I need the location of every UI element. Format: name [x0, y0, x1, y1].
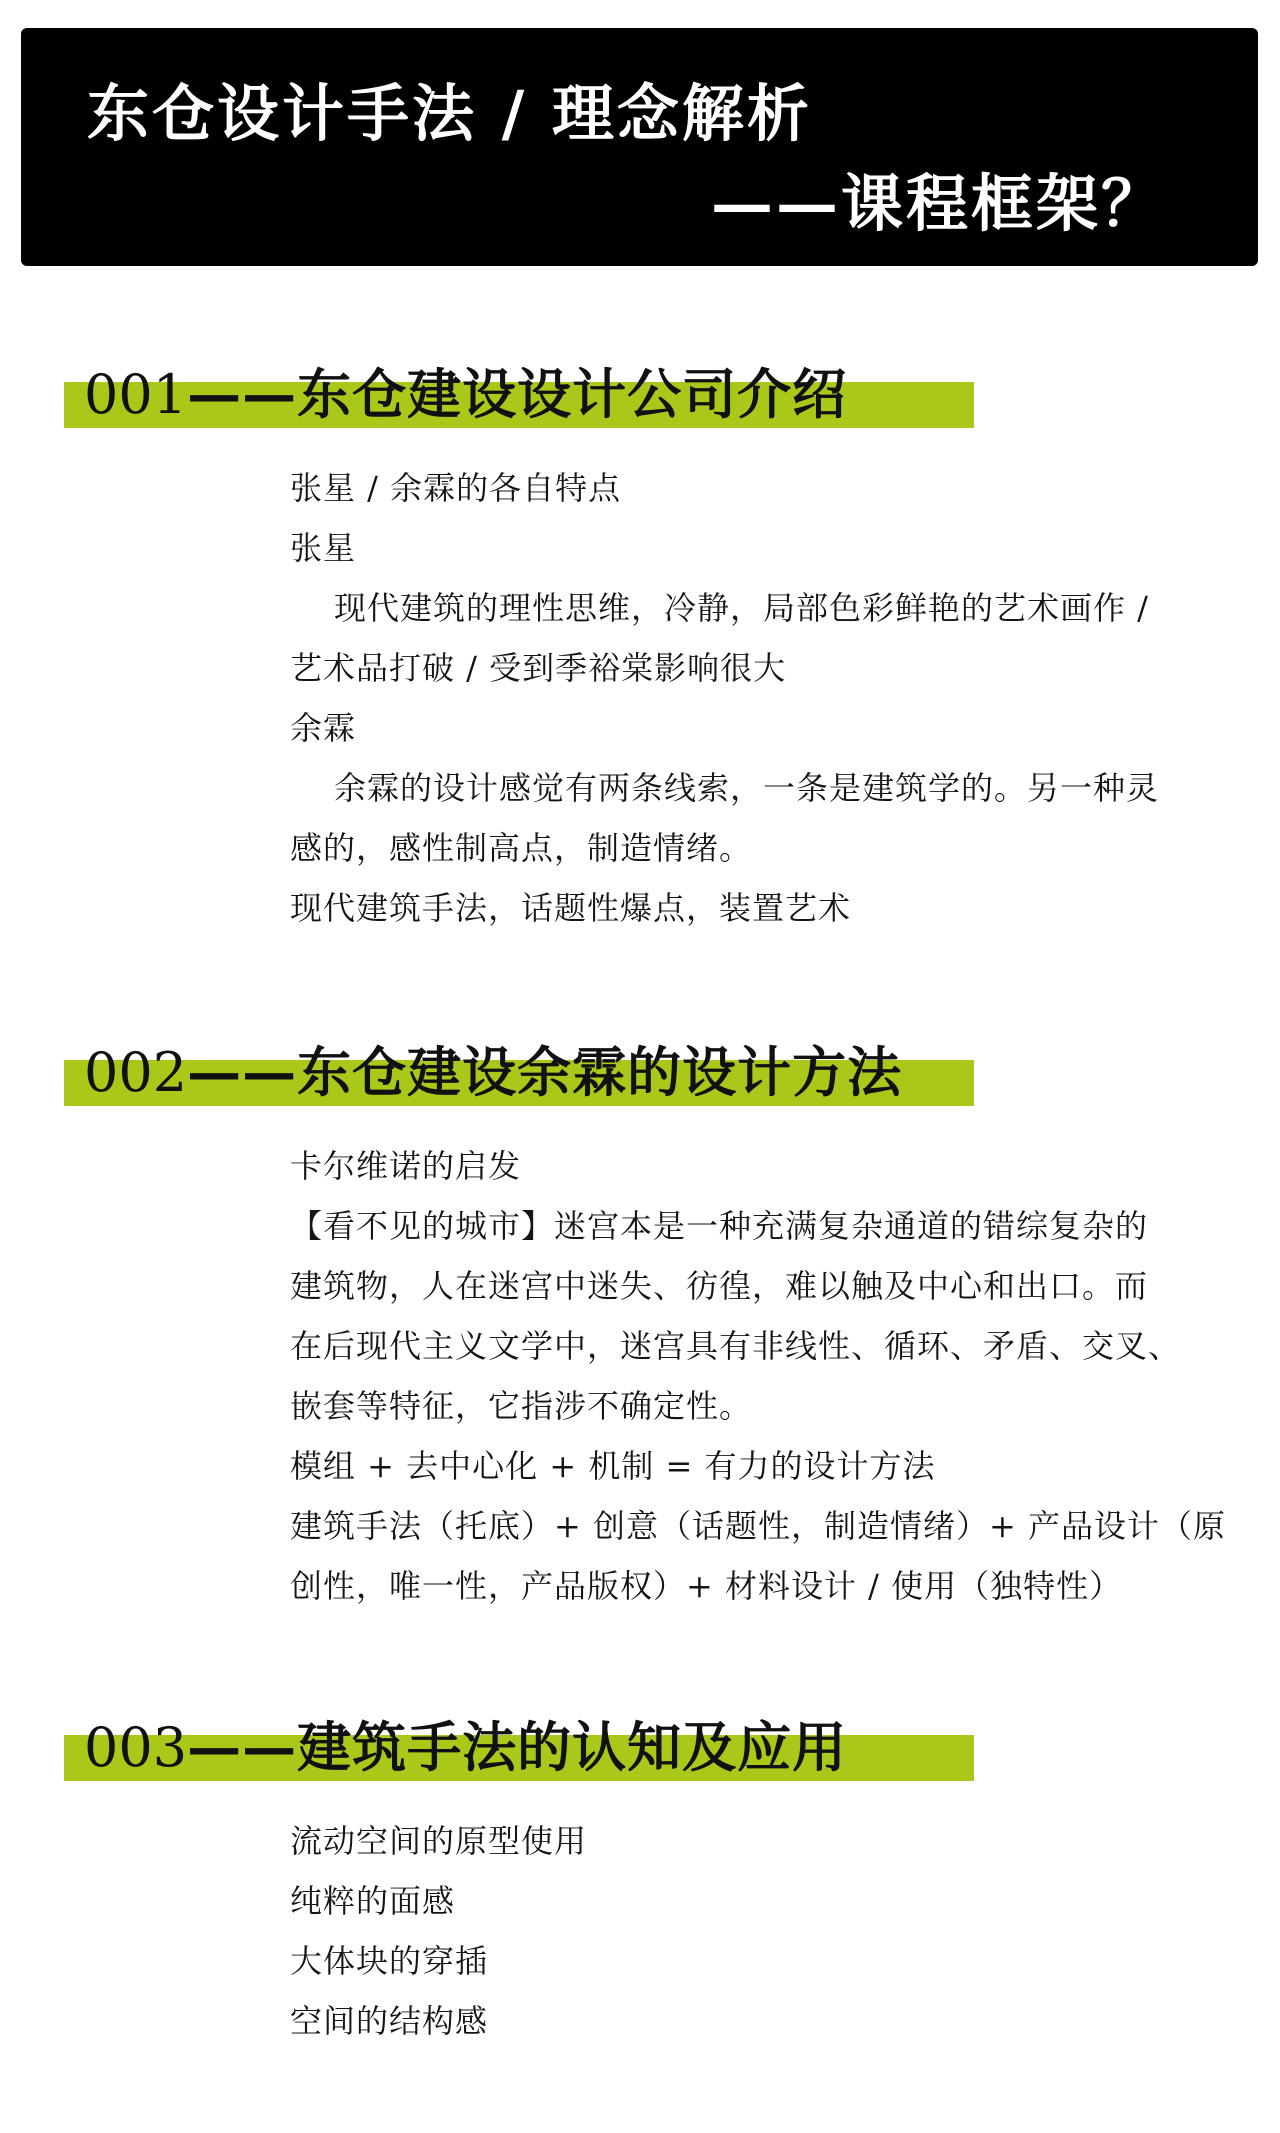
section-body-002: [290, 1136, 1226, 1616]
section-number: 001: [84, 363, 188, 426]
body-line: 模组 + 去中心化 + 机制 = 有力的设计方法: [290, 1447, 936, 1485]
section-title: [84, 1705, 847, 1782]
banner-subtitle: ——课程框架？: [710, 167, 1166, 240]
section-body-003: [290, 1811, 1170, 2051]
section-body-001: [290, 458, 1170, 938]
body-line: 嵌套等特征，它指涉不确定性。: [290, 1387, 753, 1425]
section-number: 002: [84, 1041, 188, 1104]
body-line: 纯粹的面感: [290, 1882, 456, 1920]
body-line: 创性，唯一性，产品版权）+ 材料设计 / 使用（独特性）: [290, 1567, 1123, 1605]
body-line: 【看不见的城市】迷宫本是一种充满复杂通道的错综复杂的: [290, 1207, 1149, 1245]
section-header-001: [64, 352, 974, 442]
section-title-text: ——东仓建设设计公司介绍: [187, 362, 848, 426]
section-title: [84, 1030, 902, 1107]
body-line: 卡尔维诺的启发: [290, 1147, 522, 1185]
body-line: 空间的结构感: [290, 2002, 489, 2040]
body-line: 在后现代主义文学中，迷宫具有非线性、循环、矛盾、交叉、: [290, 1327, 1182, 1365]
body-line: 张星 / 余霖的各自特点: [290, 469, 622, 507]
body-line: 建筑手法（托底）+ 创意（话题性，制造情绪）+ 产品设计（原: [290, 1507, 1226, 1545]
body-line: 艺术品打破 / 受到季裕棠影响很大: [290, 649, 787, 687]
section-title-text: ——建筑手法的认知及应用: [187, 1715, 848, 1779]
body-line: 大体块的穿插: [290, 1942, 489, 1980]
body-line: 流动空间的原型使用: [290, 1822, 588, 1860]
section-title-text: ——东仓建设余霖的设计方法: [187, 1040, 903, 1104]
body-line: 余霖: [290, 709, 357, 747]
body-line: 张星: [290, 529, 357, 567]
body-line: 现代建筑手法，话题性爆点，装置艺术: [290, 889, 852, 927]
section-header-003: [64, 1705, 974, 1795]
body-line: 感的，感性制高点，制造情绪。: [290, 829, 753, 867]
section-title: [84, 352, 847, 429]
body-line: 余霖的设计感觉有两条线索，一条是建筑学的。另一种灵: [334, 769, 1160, 807]
section-number: 003: [84, 1716, 188, 1779]
title-banner: [21, 28, 1258, 266]
section-header-002: [64, 1030, 974, 1120]
banner-title: 东仓设计手法 / 理念解析: [87, 77, 812, 150]
body-line: 现代建筑的理性思维，冷静，局部色彩鲜艳的艺术画作 /: [334, 589, 1149, 627]
body-line: 建筑物，人在迷宫中迷失、彷徨，难以触及中心和出口。而: [290, 1267, 1149, 1305]
